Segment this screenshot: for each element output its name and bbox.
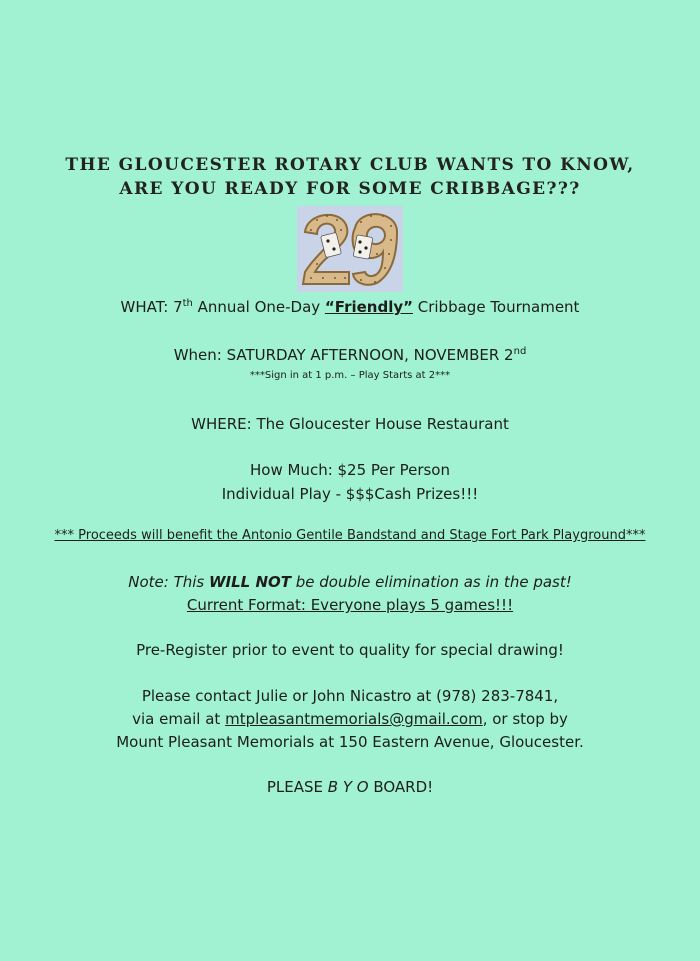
note-line: Note: This WILL NOT be double elimination as in the past!	[128, 573, 572, 591]
cribbage-29-board-icon	[297, 206, 403, 292]
will-not-emphasis: WILL NOT	[208, 573, 291, 591]
when-line: When: SATURDAY AFTERNOON, NOVEMBER 2nd	[173, 346, 527, 364]
headline-line-2: ARE YOU READY FOR SOME CRIBBAGE???	[119, 179, 581, 199]
what-line: WHAT: 7th Annual One-Day “Friendly” Cribbage Tournament	[120, 298, 580, 316]
contact-line-2: via email at mtpleasantmemorials@gmail.com, or stop by	[132, 710, 568, 728]
contact-line-1: Please contact Julie or John Nicastro at (978) 283-7841,	[141, 687, 559, 705]
email-link[interactable]: mtpleasantmemorials@gmail.com	[225, 710, 483, 728]
where-line: WHERE: The Gloucester House Restaurant	[191, 415, 509, 433]
proceeds-line: *** Proceeds will benefit the Antonio Gentile Bandstand and Stage Fort Park Playground***	[54, 528, 646, 543]
sign-in-note: ***Sign in at 1 p.m. – Play Starts at 2***	[249, 370, 451, 381]
contact-line-3: Mount Pleasant Memorials at 150 Eastern Avenue, Gloucester.	[116, 733, 584, 751]
byo-emphasis: B Y O	[327, 778, 369, 796]
format-line: Current Format: Everyone plays 5 games!!!	[186, 596, 514, 614]
prizes-line: Individual Play - $$$Cash Prizes!!!	[221, 485, 479, 503]
headline-line-1: THE GLOUCESTER ROTARY CLUB WANTS TO KNOW,	[65, 155, 635, 175]
byo-line: PLEASE B Y O BOARD!	[266, 778, 434, 796]
cost-line: How Much: $25 Per Person	[250, 461, 450, 479]
preregister-line: Pre-Register prior to event to quality for special drawing!	[136, 641, 564, 659]
friendly-emphasis: “Friendly”	[324, 298, 413, 316]
